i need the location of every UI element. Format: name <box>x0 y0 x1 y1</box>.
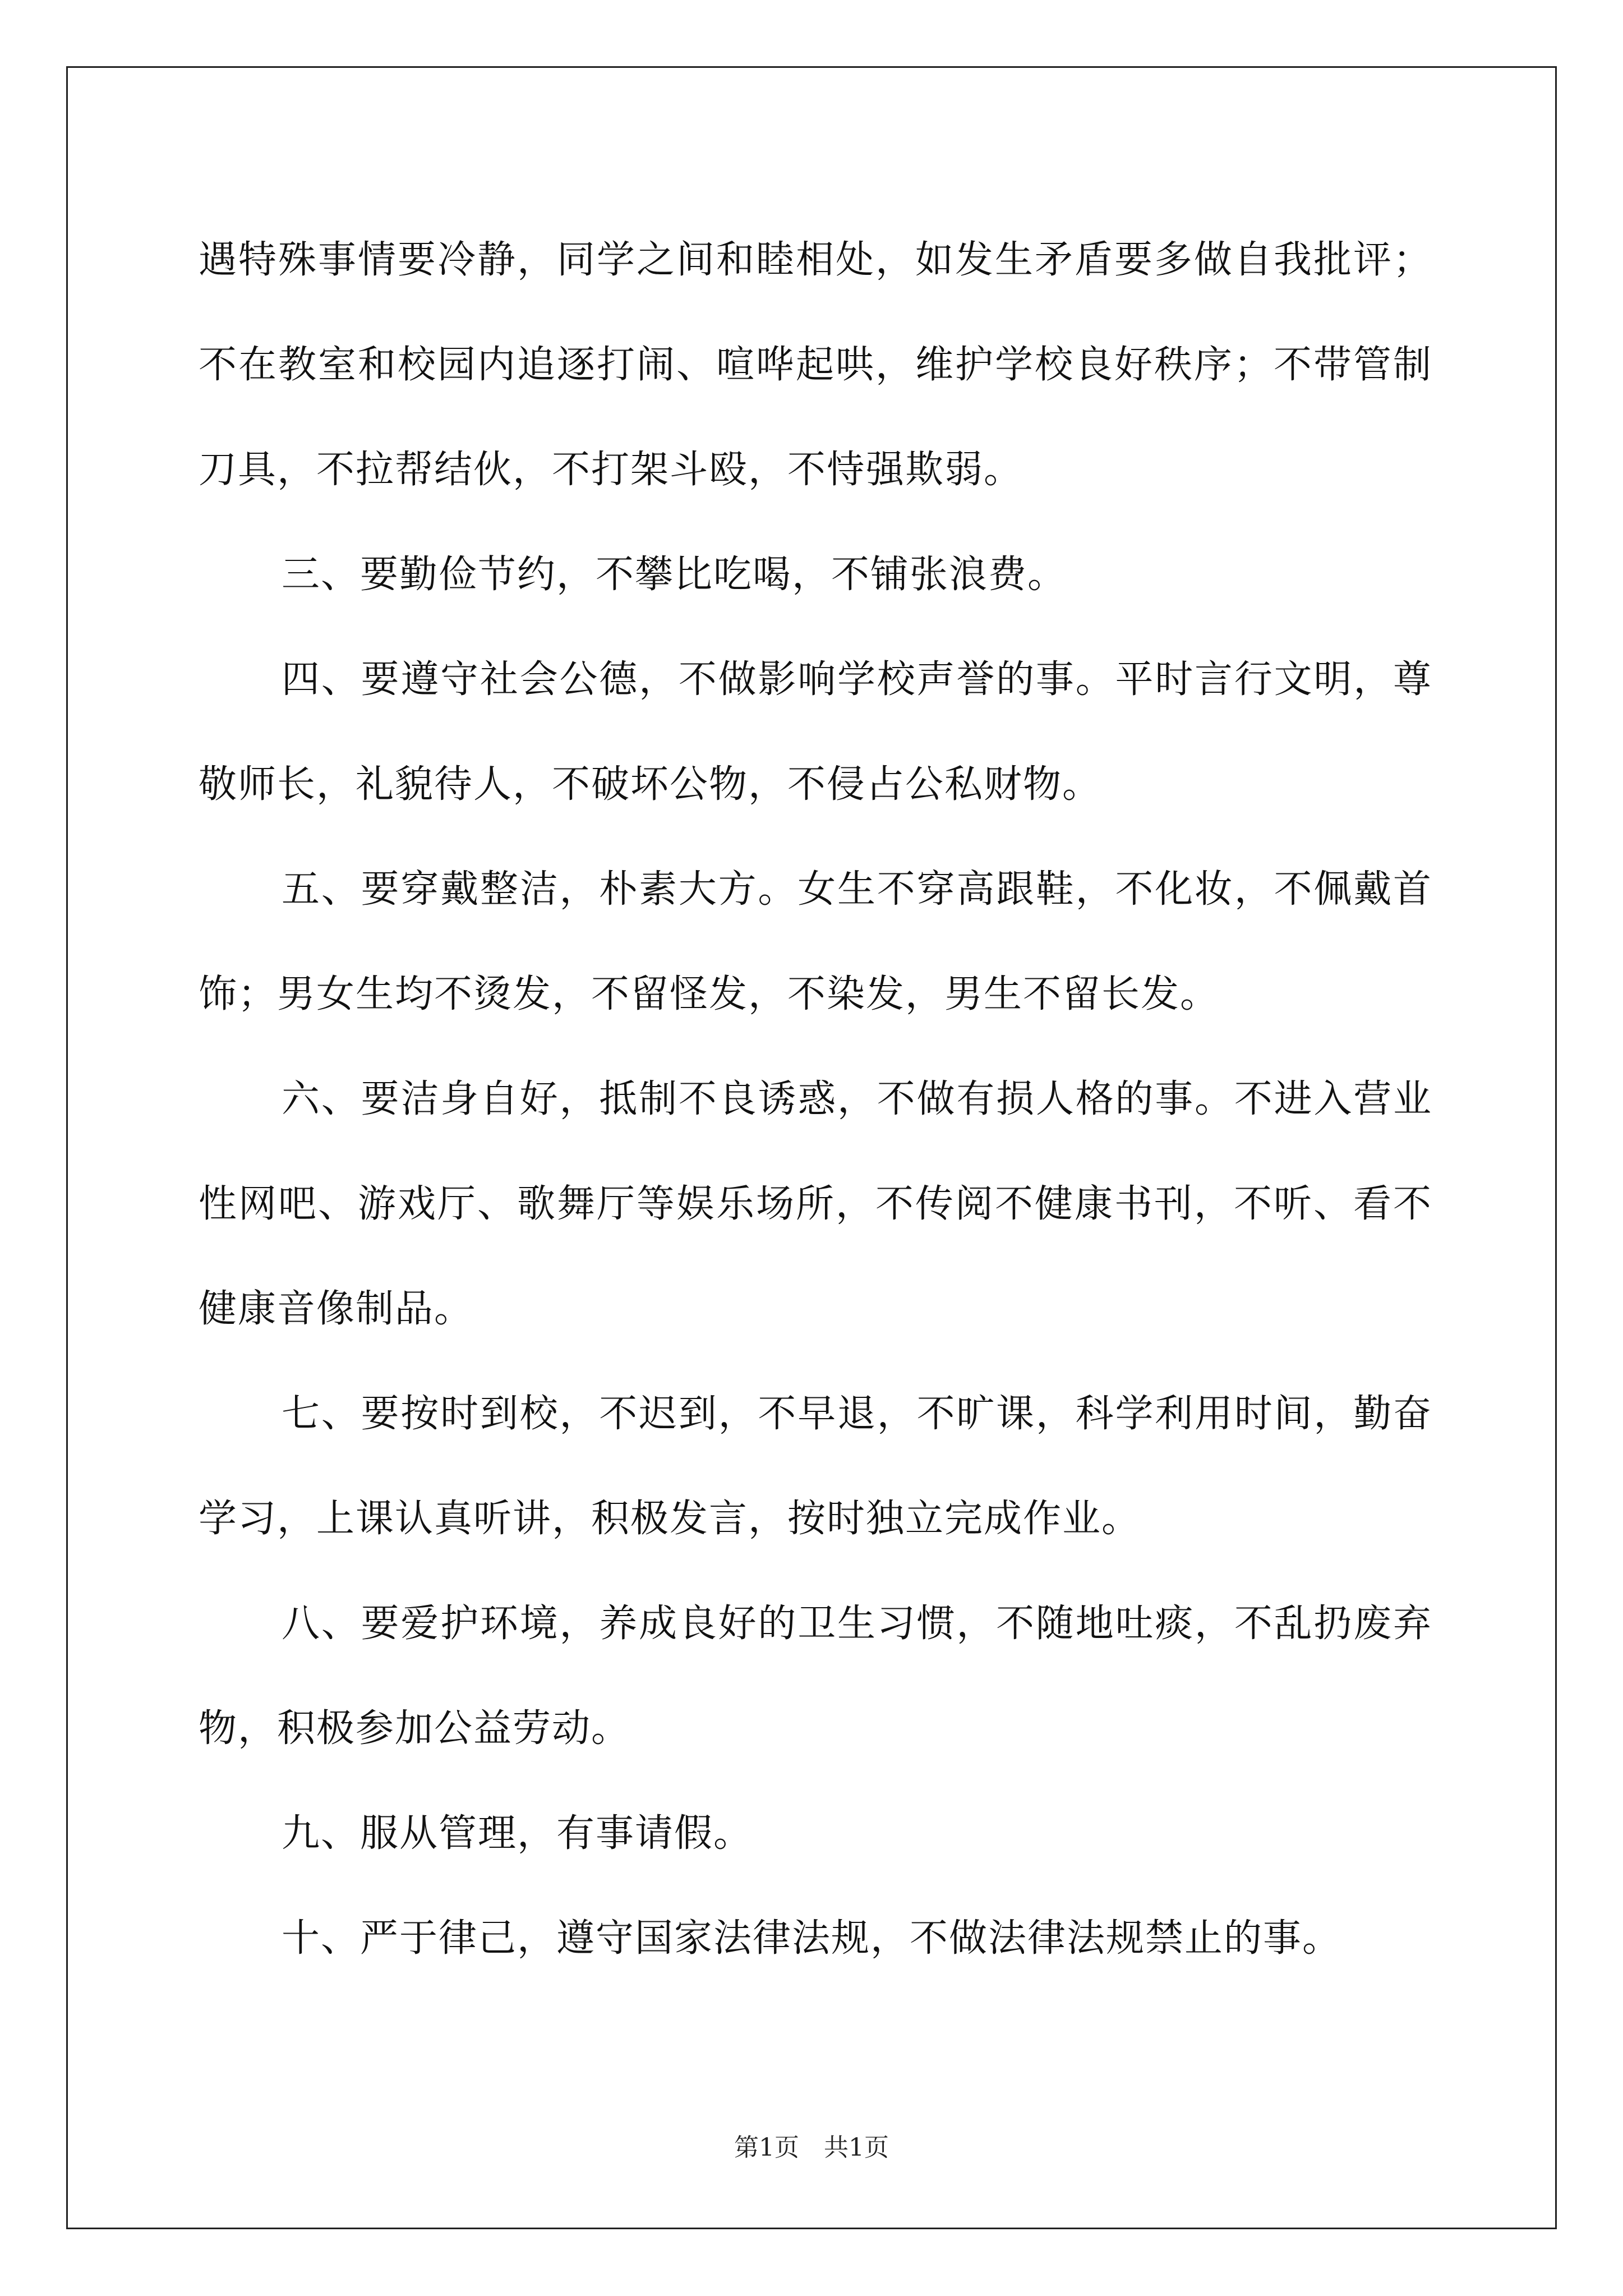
document-body <box>199 208 1432 1991</box>
paragraph: 九、服从管理，有事请假。 <box>282 1811 753 1856</box>
paragraph: 五、要穿戴整洁，朴素大方。女生不穿高跟鞋，不化妆，不佩戴首饰；男女生均不烫发，不留怪发，不染发，男生不留长发。 <box>199 867 1432 1016</box>
paragraph: 四、要遵守社会公德，不做影响学校声誉的事。平时言行文明，尊敬师长，礼貌待人，不破坏公物，不侵占公私财物。 <box>199 657 1432 807</box>
page-number-footer: 第1页 共1页 <box>734 2133 889 2162</box>
paragraph: 七、要按时到校，不迟到，不早退，不旷课，科学利用时间，勤奋学习，上课认真听讲，积极发言，按时独立完成作业。 <box>199 1392 1432 1541</box>
paragraph: 三、要勤俭节约，不攀比吃喝，不铺张浪费。 <box>282 553 1067 597</box>
paragraph: 八、要爱护环境，养成良好的卫生习惯，不随地吐痰，不乱扔废弃物，积极参加公益劳动。 <box>199 1602 1432 1751</box>
paragraph: 遇特殊事情要冷静，同学之间和睦相处，如发生矛盾要多做自我批评；不在教室和校园内追逐打闹、喧哗起哄，维护学校良好秩序；不带管制刀具，不拉帮结伙，不打架斗殴，不恃强欺弱。 <box>199 238 1432 492</box>
paragraph: 六、要洁身自好，抵制不良诱惑，不做有损人格的事。不进入营业性网吧、游戏厅、歌舞厅等娱乐场所，不传阅不健康书刊，不听、看不健康音像制品。 <box>199 1077 1432 1331</box>
paragraph: 十、严于律己，遵守国家法律法规，不做法律法规禁止的事。 <box>282 1916 1342 1961</box>
